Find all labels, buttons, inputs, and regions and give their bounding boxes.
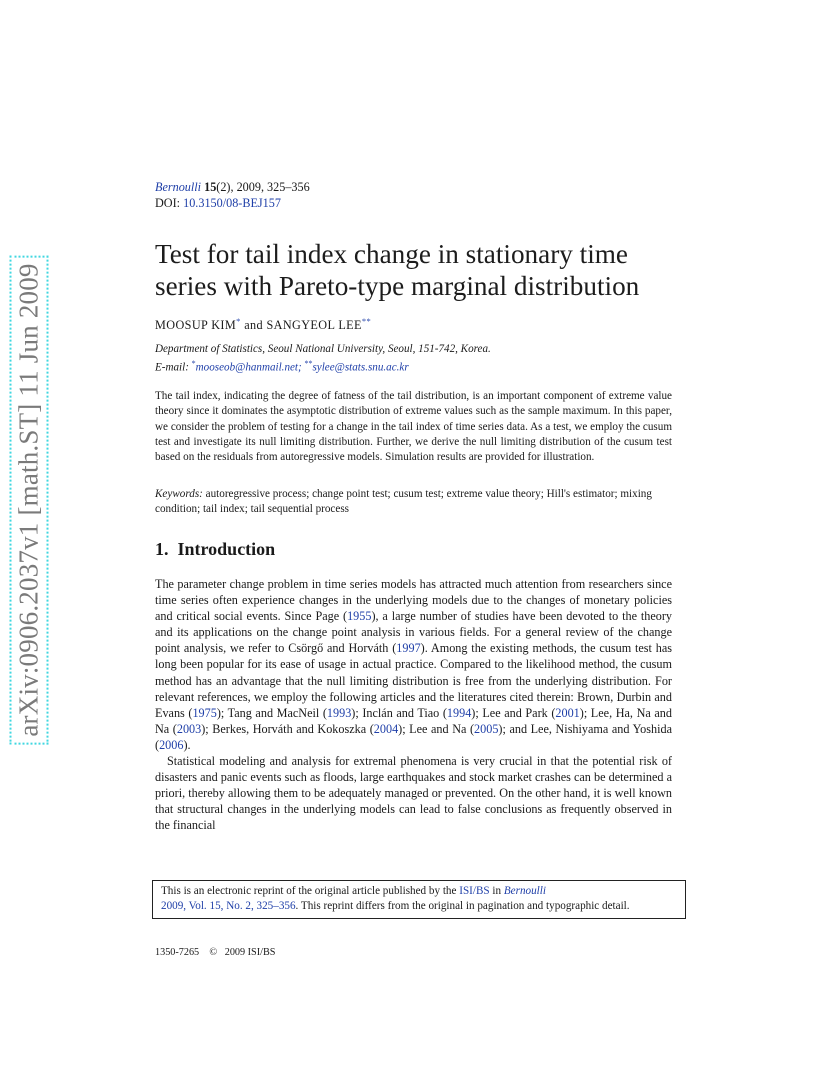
- email-label: E-mail:: [155, 361, 189, 374]
- text-run: ); Lee and Na (: [398, 721, 475, 736]
- doi-label: DOI:: [155, 195, 181, 210]
- author-name: MOOSUP KIM: [155, 318, 237, 333]
- footnote-marker[interactable]: **: [361, 316, 372, 326]
- citation-link[interactable]: 1997: [396, 641, 421, 656]
- copyright: 2009 ISI/BS: [224, 947, 276, 958]
- text-run: This is an electronic reprint of the original article published by the: [161, 885, 457, 897]
- citation-link[interactable]: 2001: [555, 705, 580, 720]
- journal-issue: (2), 2009, 325–356: [216, 180, 310, 194]
- reprint-notice: [152, 880, 686, 919]
- email-marker: **: [304, 358, 313, 368]
- issn: 1350-7265: [155, 947, 200, 958]
- intro-body: [155, 576, 672, 834]
- doi-link[interactable]: 10.3150/08-BEJ157: [183, 195, 281, 210]
- text-run: ); Tang and MacNeil (: [216, 705, 327, 720]
- citation-link[interactable]: 2003: [176, 721, 202, 736]
- affiliation: [155, 342, 491, 375]
- text-run: . This reprint differs from the original in pagination and typographic detail.: [295, 900, 630, 912]
- footer: [155, 947, 275, 958]
- arxiv-sidebar: [8, 240, 50, 760]
- email-marker: *: [191, 358, 196, 368]
- doi-line: [155, 196, 310, 212]
- journal-volume: 15: [204, 180, 217, 194]
- journal-link[interactable]: Bernoulli: [155, 180, 202, 194]
- paragraph: [155, 576, 672, 753]
- text-run: The parameter change problem in time series models has attracted much attention from researchers since time series often experience changes in the underlying models due to the changes of monetary policies and critical social events. Since Page (: [155, 577, 672, 624]
- journal-link[interactable]: Bernoulli: [503, 885, 546, 897]
- footnote-marker[interactable]: *: [236, 316, 241, 326]
- keywords-text: autoregressive process; change point test; cusum test; extreme value theory; Hill's estimator; mixing condition; tail index; tail sequential process: [155, 488, 652, 516]
- text-run: ); Inclán and Tiao (: [351, 705, 447, 720]
- text-run: ), a large number of studies have been devoted to the theory and its applications on the change point analysis in various fields. For a general review of the change point analysis, we refer to Csörgő and Horváth (: [155, 609, 672, 656]
- text-run: ); and Lee, Nishiyama and Yoshida (: [155, 721, 673, 752]
- citation-link[interactable]: 2005: [474, 721, 499, 736]
- citation-link[interactable]: 2004: [373, 721, 399, 736]
- abstract: The tail index, indicating the degree of fatness of the tail distribution, is an important component of extreme value theory since it dominates the asymptotic distribution of extreme values such as the sample maximum. In this paper, we consider the problem of testing for a change in the tail index of time series data. As a test, we employ the cusum test and investigate its null limiting distribution. Further, we derive the null limiting distribution of the cusum test based on the residuals from autoregressive models. Simulation results are provided for illustration.: [155, 390, 672, 464]
- paragraph: Statistical modeling and analysis for extremal phenomena is very crucial in that the potential risk of disasters and panic events such as floods, large earthquakes and stock market crashes can be determined a priori, thereby allowing them to be adequately managed or prevented. On the other hand, it is well known that structural changes in the underlying models can lead to false conclusions as frequently observed in the financial: [155, 754, 672, 833]
- text-run: ). Among the existing methods, the cusum test has long been popular for its ease of usage in actual practice. Compared to the likelihood method, the cusum method has an advantage that the null limiting distribution is free from the underlying distribution. For relevant references, we employ the following articles and the literatures cited therein: Brown, Durbin and Evans (: [155, 641, 672, 720]
- email-link[interactable]: sylee@stats.snu.ac.kr: [312, 361, 409, 374]
- citation-link[interactable]: 1994: [446, 705, 472, 720]
- author-list: [155, 316, 371, 333]
- arxiv-identifier[interactable]: arXiv:0906.2037v1 [math.ST] 11 Jun 2009: [10, 255, 49, 744]
- department: Department of Statistics, Seoul National University, Seoul, 151-742, Korea.: [155, 343, 491, 355]
- section-title: Introduction: [177, 539, 276, 559]
- text-run: ).: [183, 737, 191, 752]
- section-heading: [155, 539, 275, 560]
- publisher-link[interactable]: ISI/BS: [459, 885, 490, 897]
- paper-title: Test for tail index change in stationary time series with Pareto-type marginal distribution: [155, 239, 640, 301]
- journal-info: [155, 180, 310, 211]
- citation-link[interactable]: 1993: [326, 705, 352, 720]
- text-run: ); Berkes, Horváth and Kokoszka (: [201, 721, 374, 736]
- section-number: 1.: [155, 539, 169, 559]
- citation-link[interactable]: 1955: [347, 609, 372, 624]
- citation-link[interactable]: 2006: [159, 737, 184, 752]
- email-line: [155, 357, 491, 375]
- email-link[interactable]: mooseob@hanmail.net;: [195, 361, 302, 374]
- author-name: SANGYEOL LEE: [266, 318, 362, 333]
- author-connector: and: [244, 318, 263, 333]
- keywords-label: Keywords:: [155, 488, 203, 500]
- text-run: ); Lee, Ha, Na and Na (: [155, 705, 672, 736]
- text-run: ); Lee and Park (: [471, 705, 556, 720]
- journal-citation: [155, 180, 310, 196]
- citation-link[interactable]: 2009, Vol. 15, No. 2, 325–356: [161, 900, 296, 912]
- keywords: [155, 487, 672, 518]
- citation-link[interactable]: 1975: [192, 705, 217, 720]
- copyright-icon: ©: [209, 947, 218, 958]
- text-run: in: [492, 885, 502, 897]
